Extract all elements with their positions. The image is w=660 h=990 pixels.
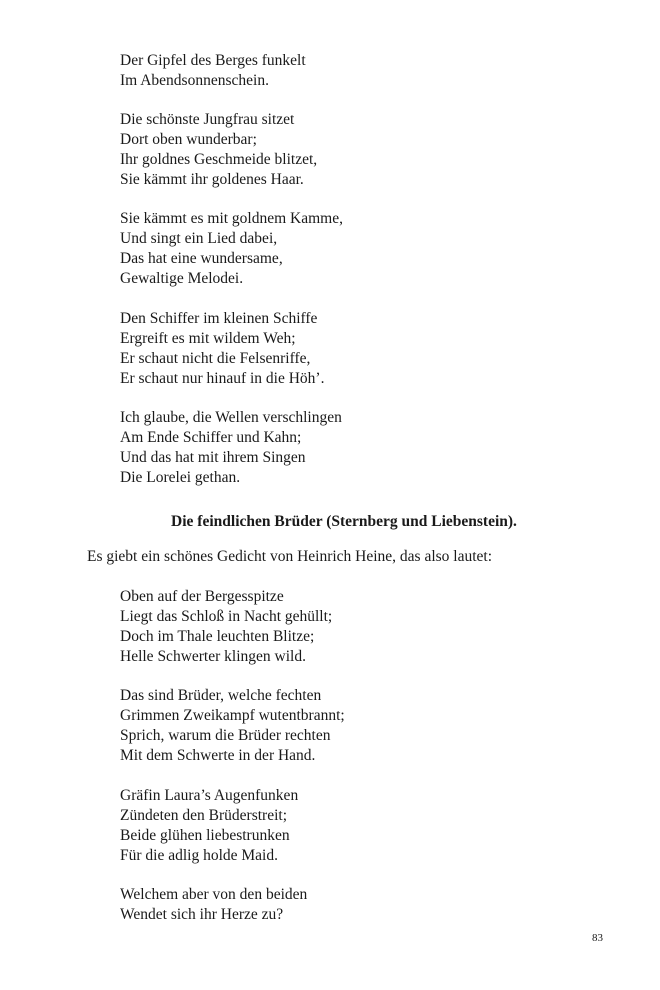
section-heading: Die feindlichen Brüder (Sternberg und Liebenstein). xyxy=(171,513,517,530)
poem-stanza xyxy=(120,408,342,488)
poem-line: Ergreift es mit wildem Weh; xyxy=(120,330,296,347)
poem-line: Und singt ein Lied dabei, xyxy=(120,230,278,247)
poem-line: Ich glaube, die Wellen verschlingen xyxy=(120,409,342,426)
intro-paragraph: Es giebt ein schönes Gedicht von Heinrich Heine, das also lautet: xyxy=(87,548,493,565)
poem-line: Gewaltige Melodei. xyxy=(120,270,244,287)
poem-stanza xyxy=(120,786,298,866)
poem-stanza xyxy=(120,885,307,925)
poem-line: Er schaut nur hinauf in die Höh’. xyxy=(120,370,325,387)
poem-line: Das sind Brüder, welche fechten xyxy=(120,687,322,704)
poem-stanza xyxy=(120,686,345,766)
poem-line: Für die adlig holde Maid. xyxy=(120,847,278,864)
poem-line: Beide glühen liebestrunken xyxy=(120,827,290,844)
poem-line: Sie kämmt ihr goldenes Haar. xyxy=(120,171,304,188)
poem-line: Grimmen Zweikampf wutentbrannt; xyxy=(120,707,345,724)
poem-line: Den Schiffer im kleinen Schiffe xyxy=(120,310,318,327)
poem-line: Die Lorelei gethan. xyxy=(120,469,241,486)
poem-line: Dort oben wunderbar; xyxy=(120,131,257,148)
poem-line: Oben auf der Bergesspitze xyxy=(120,588,284,605)
poem-line: Zündeten den Brüderstreit; xyxy=(120,807,288,824)
poem-line: Mit dem Schwerte in der Hand. xyxy=(120,747,316,764)
poem-line: Gräfin Laura’s Augenfunken xyxy=(120,787,299,804)
poem-line: Doch im Thale leuchten Blitze; xyxy=(120,628,315,645)
poem-stanza xyxy=(120,51,306,91)
poem-stanza xyxy=(120,587,332,667)
poem-line: Am Ende Schiffer und Kahn; xyxy=(120,429,302,446)
poem-stanza xyxy=(120,110,317,190)
poem-line: Ihr goldnes Geschmeide blitzet, xyxy=(120,151,318,168)
poem-stanza xyxy=(120,209,343,289)
poem-line: Welchem aber von den beiden xyxy=(120,886,308,903)
poem-line: Und das hat mit ihrem Singen xyxy=(120,449,306,466)
poem-line: Im Abendsonnenschein. xyxy=(120,72,269,89)
poem-line: Liegt das Schloß in Nacht gehüllt; xyxy=(120,608,333,625)
poem-line: Der Gipfel des Berges funkelt xyxy=(120,52,306,69)
poem-line: Das hat eine wundersame, xyxy=(120,250,283,267)
poem-line: Die schönste Jungfrau sitzet xyxy=(120,111,295,128)
poem-line: Sie kämmt es mit goldnem Kamme, xyxy=(120,210,343,227)
poem-line: Er schaut nicht die Felsenriffe, xyxy=(120,350,311,367)
poem-line: Helle Schwerter klingen wild. xyxy=(120,648,306,665)
poem-stanza xyxy=(120,309,324,389)
poem-line: Sprich, warum die Brüder rechten xyxy=(120,727,331,744)
page-number: 83 xyxy=(592,932,603,944)
poem-line: Wendet sich ihr Herze zu? xyxy=(120,906,284,923)
